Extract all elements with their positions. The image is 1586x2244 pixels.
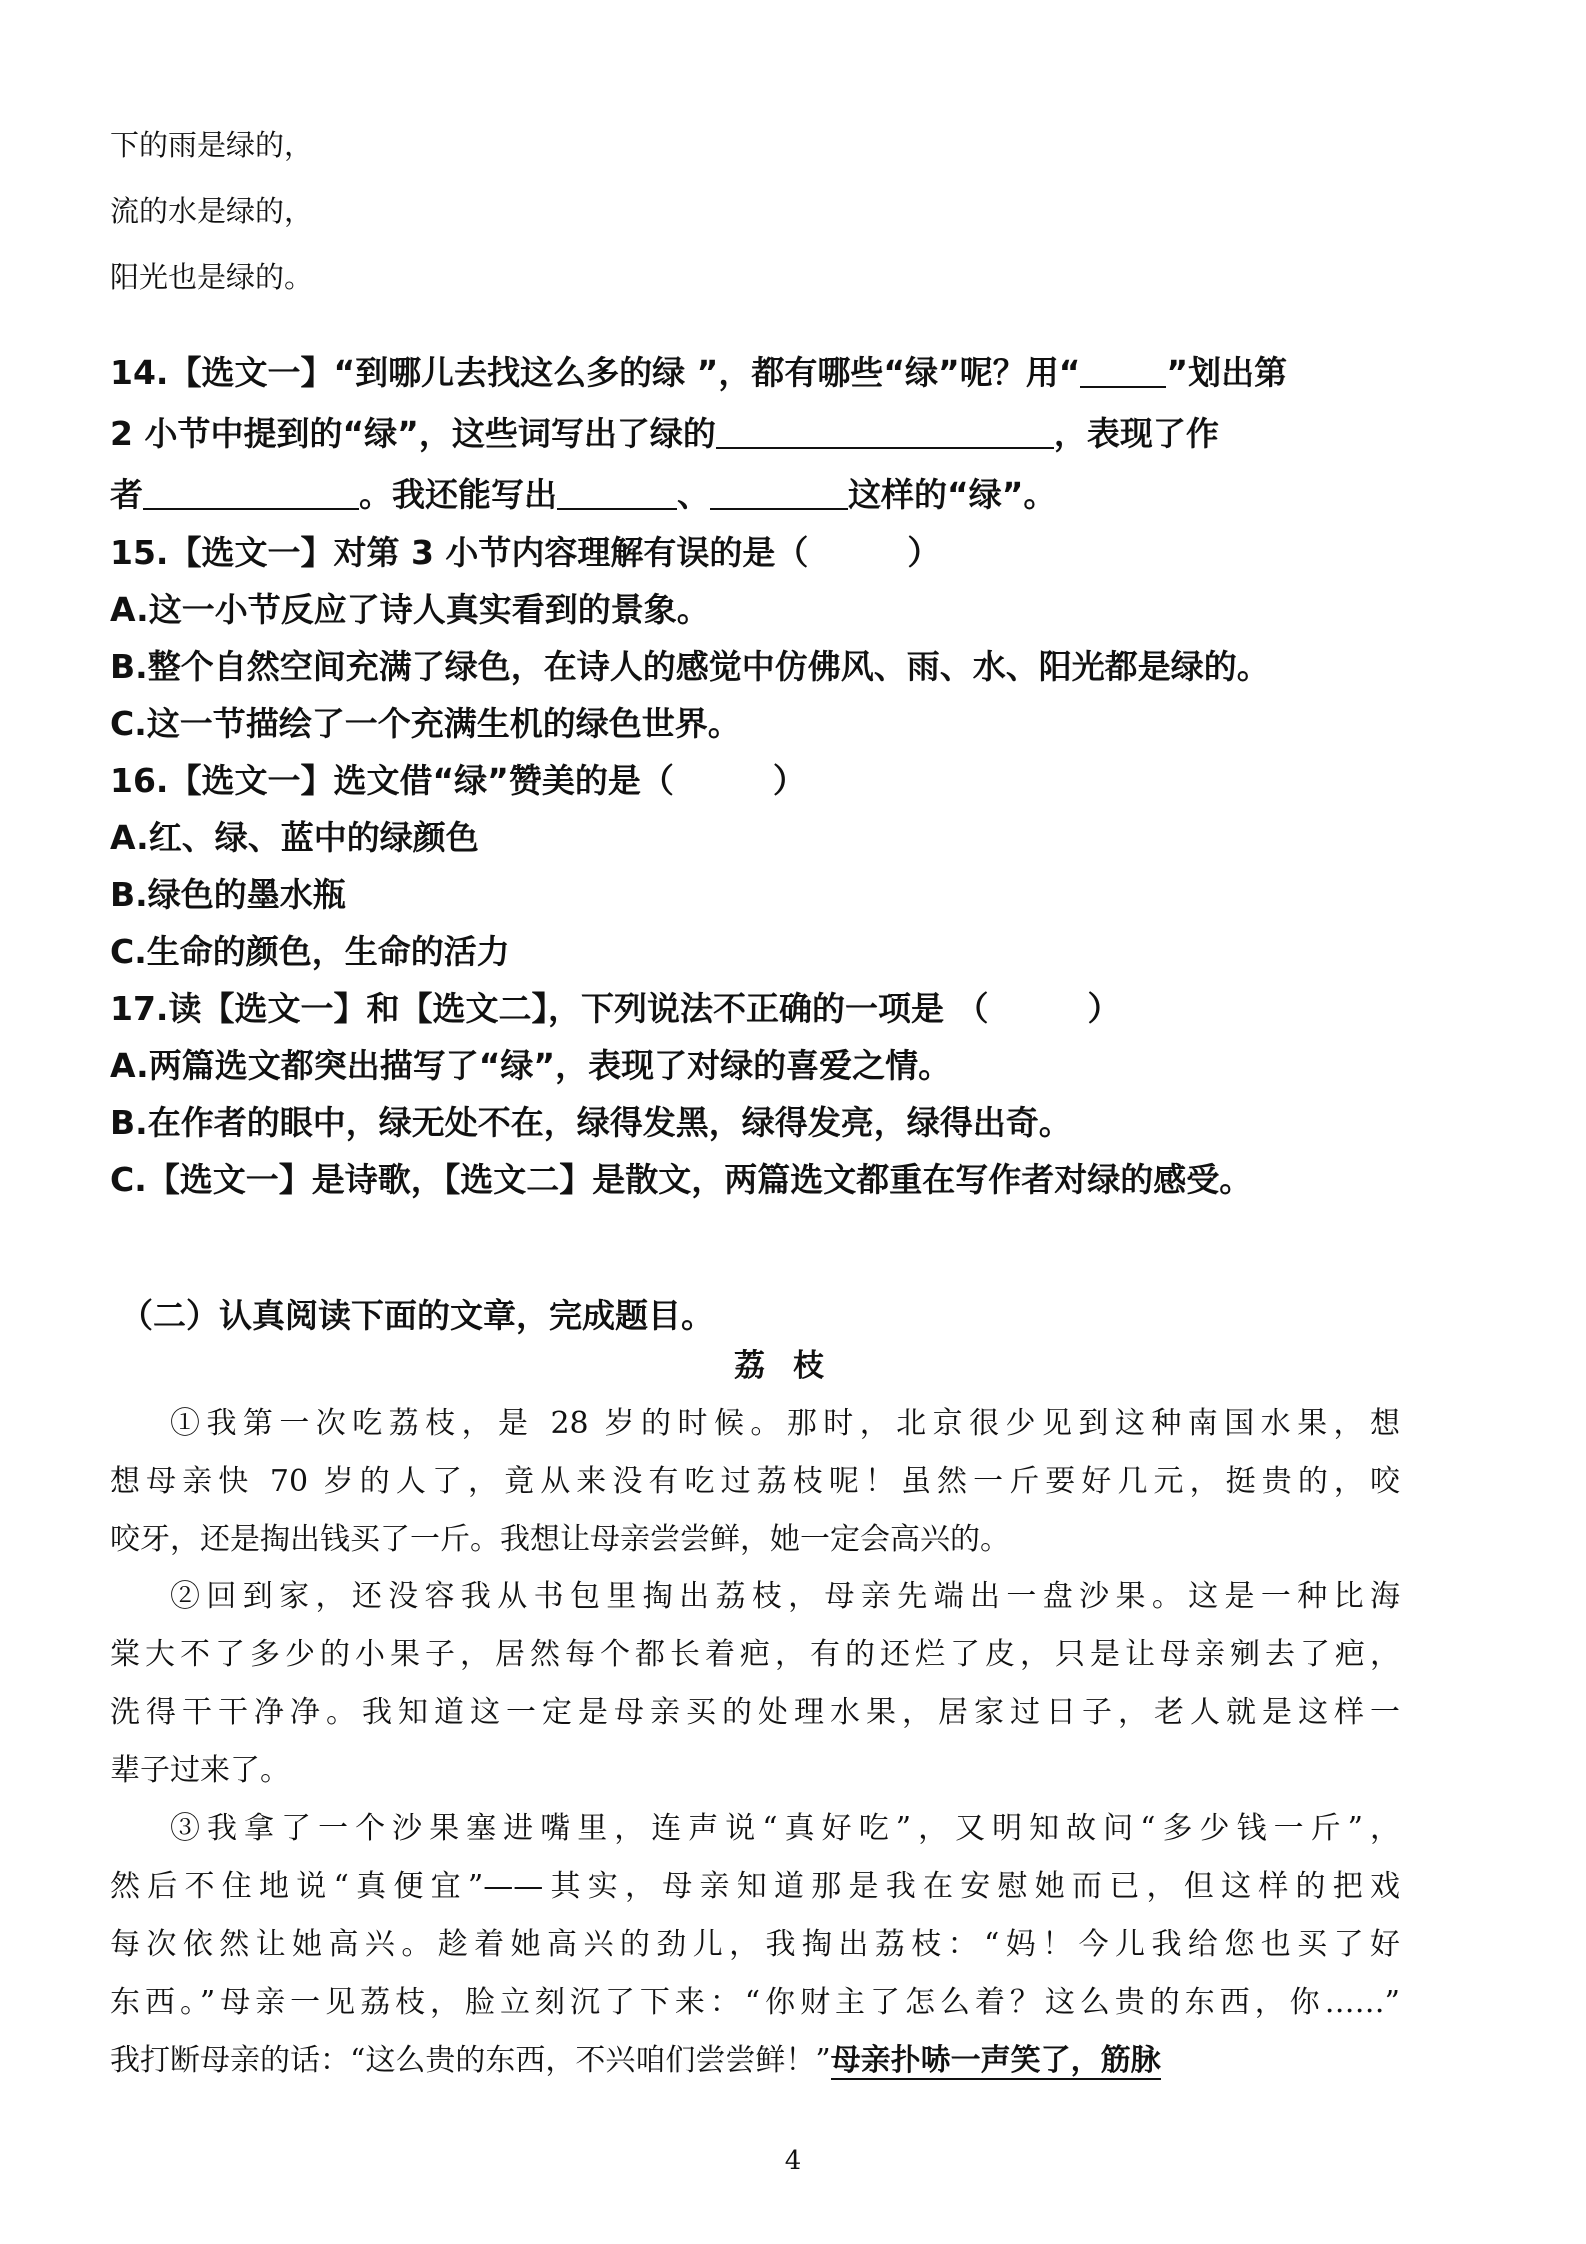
article-paragraph-1	[110, 1395, 1400, 1569]
q16-option-c[interactable]: C.生命的颜色，生命的活力	[110, 932, 510, 971]
poem-line: 阳光也是绿的。	[110, 260, 314, 294]
article-paragraph-2	[110, 1568, 1400, 1800]
paragraph-line: 我打断母亲的话：“这么贵的东西，不兴咱们尝尝鲜！”母亲扑哧一声笑了，筋脉	[110, 2043, 1161, 2078]
section-title: （二）认真阅读下面的文章，完成题目。	[120, 1296, 714, 1335]
underlined-sentence: 母亲扑哧一声笑了，筋脉	[830, 2043, 1161, 2078]
paragraph-line: ①我第一次吃荔枝，是 28 岁的时候。那时，北京很少见到这种南国水果，想	[170, 1406, 1400, 1441]
poem-line: 下的雨是绿的，	[110, 128, 314, 162]
q16-stem: 16.【选文一】选文借“绿”赞美的是（ ）	[110, 761, 806, 800]
paragraph-line: ③我拿了一个沙果塞进嘴里，连声说“真好吃”，又明知故问“多少钱一斤”，	[170, 1811, 1400, 1846]
page-number: 4	[784, 2146, 802, 2176]
q16-option-b[interactable]: B.绿色的墨水瓶	[110, 875, 346, 914]
paragraph-line: 东西。”母亲一见荔枝，脸立刻沉了下来：“你财主了怎么着？这么贵的东西，你……”	[110, 1985, 1400, 2020]
q15-option-c[interactable]: C.这一节描绘了一个充满生机的绿色世界。	[110, 704, 741, 743]
q17-option-c[interactable]: C.【选文一】是诗歌，【选文二】是散文，两篇选文都重在写作者对绿的感受。	[110, 1160, 1253, 1199]
article-paragraph-3	[110, 1800, 1400, 2090]
q15-stem: 15.【选文一】对第 3 小节内容理解有误的是（ ）	[110, 533, 941, 572]
paragraph-line: 然后不住地说“真便宜”——其实，母亲知道那是我在安慰她而已，但这样的把戏	[110, 1869, 1400, 1904]
q17-stem: 17.读【选文一】和【选文二】，下列说法不正确的一项是 （ ）	[110, 989, 1121, 1028]
answer-blank[interactable]	[143, 478, 359, 510]
poem-line: 流的水是绿的，	[110, 194, 314, 228]
paragraph-line: 棠大不了多少的小果子，居然每个都长着疤，有的还烂了皮，只是让母亲剜去了疤，	[110, 1637, 1400, 1672]
q14-line-2: 2 小节中提到的“绿”，这些词写出了绿的 ，表现了作	[110, 414, 1219, 453]
paragraph-line: 洗得干干净净。我知道这一定是母亲买的处理水果，居家过日子，老人就是这样一	[110, 1695, 1400, 1730]
answer-blank[interactable]	[716, 417, 1054, 449]
article-title: 荔枝	[734, 1348, 852, 1384]
q15-option-b[interactable]: B.整个自然空间充满了绿色，在诗人的感觉中仿佛风、雨、水、阳光都是绿的。	[110, 647, 1270, 686]
answer-blank[interactable]	[710, 478, 848, 510]
paragraph-line: 每次依然让她高兴。趁着她高兴的劲儿，我掏出荔枝：“妈！今儿我给您也买了好	[110, 1927, 1400, 1962]
q14-line-1: 14.【选文一】“到哪儿去找这么多的绿 ”，都有哪些“绿”呢？用“ ”划出第	[110, 353, 1288, 392]
paragraph-line: 咬牙，还是掏出钱买了一斤。我想让母亲尝尝鲜，她一定会高兴的。	[110, 1522, 1010, 1557]
q16-option-a[interactable]: A.红、绿、蓝中的绿颜色	[110, 818, 479, 857]
underline-sample-blank[interactable]	[1080, 356, 1166, 388]
paragraph-line: ②回到家，还没容我从书包里掏出荔枝，母亲先端出一盘沙果。这是一种比海	[170, 1579, 1400, 1614]
poem-excerpt	[110, 112, 313, 310]
paragraph-line: 辈子过来了。	[110, 1753, 290, 1788]
q14-line-3: 者 。我还能写出 、 这样的“绿”。	[110, 475, 1057, 514]
q15-option-a[interactable]: A.这一小节反应了诗人真实看到的景象。	[110, 590, 710, 629]
answer-blank[interactable]	[557, 478, 677, 510]
q17-option-a[interactable]: A.两篇选文都突出描写了“绿”，表现了对绿的喜爱之情。	[110, 1046, 952, 1085]
q17-option-b[interactable]: B.在作者的眼中，绿无处不在，绿得发黑，绿得发亮，绿得出奇。	[110, 1103, 1072, 1142]
paragraph-line: 想母亲快 70 岁的人了，竟从来没有吃过荔枝呢！虽然一斤要好几元，挺贵的，咬	[110, 1464, 1400, 1499]
